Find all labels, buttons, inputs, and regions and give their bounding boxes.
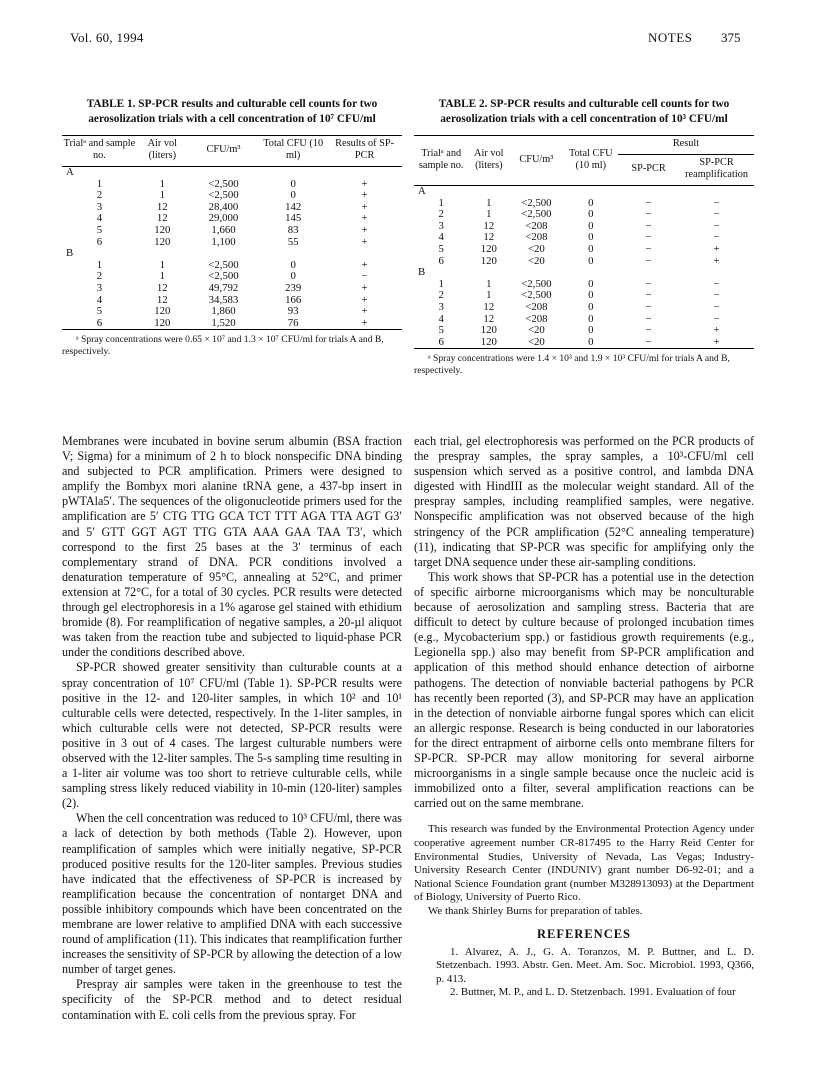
table-row (62, 237, 402, 249)
table-row (414, 256, 754, 268)
table-cell: + (361, 177, 368, 190)
table-cell: 12 (156, 212, 168, 225)
table2-col-reamp: SP-PCR reamplification (685, 157, 749, 180)
table-cell: 120 (154, 316, 171, 329)
table-row (62, 306, 402, 318)
table-cell: 76 (287, 316, 299, 329)
table-cell: <20 (527, 335, 545, 348)
table-cell: 5 (96, 223, 103, 236)
table-row (414, 232, 754, 244)
table-cell: − (645, 196, 652, 209)
table-cell: 4 (438, 231, 444, 244)
table1-col-trial: Trialᵃ and sample no. (63, 138, 136, 161)
table-cell: 145 (285, 212, 302, 225)
table-cell: 0 (290, 189, 296, 202)
table-cell: 4 (438, 312, 444, 325)
table-cell: 93 (287, 305, 299, 318)
table-cell: 2 (438, 289, 444, 302)
table-cell: − (645, 289, 652, 302)
table-row (414, 314, 754, 326)
table-cell: − (713, 300, 720, 313)
table-cell: <2,500 (521, 289, 552, 302)
table-cell: 12 (156, 293, 168, 306)
reference-item: 1. Alvarez, A. J., G. A. Toranzos, M. P. Buttner, and L. D. Stetzenbach. 1993. Abstr. Gen. Meet. Am. Soc. Microbiol. 1993, Q366, p. 413. (436, 945, 754, 985)
table1 (62, 135, 402, 329)
table-cell: 1 (486, 208, 492, 221)
table2-footnote: ᵃ Spray concentrations were 1.4 × 10³ and 1.9 × 10³ CFU/ml for trials A and B, respectively. (414, 353, 730, 377)
table-cell: 12 (483, 219, 495, 232)
table-cell: + (713, 254, 720, 267)
table-cell: 6 (438, 254, 444, 267)
table2-group-label: A (418, 185, 426, 197)
table-cell: 1 (486, 277, 492, 290)
table-cell: 12 (156, 200, 168, 213)
table-cell: 0 (588, 254, 594, 267)
table-cell: 83 (287, 223, 299, 236)
table-cell: <208 (525, 219, 548, 232)
table-row (62, 225, 402, 237)
acknowledgment-text: We thank Shirley Burns for preparation of tables. (428, 904, 643, 917)
table-cell: − (713, 219, 720, 232)
table2-group-label: B (418, 266, 426, 279)
table-cell: 28,400 (208, 200, 239, 213)
table2 (414, 135, 754, 348)
table-cell: 34,583 (208, 293, 239, 306)
table1-col-result: Results of SP-PCR (335, 138, 395, 161)
table-cell: 1 (159, 189, 165, 202)
table-cell: 2 (96, 189, 103, 202)
table-cell: − (645, 208, 652, 221)
paragraph: This work shows that SP-PCR has a potential use in the detection of specific airborne microorganisms which may be nonculturable because of aerosolization and sampling stress. Bacteria that are difficult to detect by culture because of prolonged incubation times (e.g., Mycobacterium spp.) or fastidious growth requirements (e.g., Legionella spp.) also may benefit from SP-PCR amplification and application of this method should enhance detection of airborne pathogens. The detection of nonviable bacterial pathogens by PCR has recently been reported (3), and SP-PCR may have an application in the detection of nonviable airborne fungal spores which can elicit an allergic response. Research is being conducted in our laboratories for the direct entrapment of airborne cells onto membrane filters for SP-PCR. SP-PCR may allow monitoring for several airborne microorganisms in a single sample because once the nucleic acid is immobilized onto a filter, several amplification reactions can be carried out on the same membrane. (414, 569, 754, 811)
table-cell: 1 (486, 196, 492, 209)
table-cell: − (645, 219, 652, 232)
table-cell: 120 (480, 335, 497, 348)
table-cell: 0 (588, 242, 594, 255)
table1-caption (62, 97, 402, 127)
table-cell: + (361, 316, 368, 329)
table-cell: 1 (159, 177, 165, 190)
table-cell: 5 (438, 324, 444, 337)
table2-col-total: Total CFU (10 ml) (564, 136, 618, 186)
table-cell: <2,500 (208, 258, 239, 271)
table-cell: + (361, 212, 368, 225)
paragraph: Membranes were incubated in bovine serum albumin (BSA fraction V; Sigma) for a minimum of 2 h to block nonspecific DNA binding and subjected to PCR amplification. Primers were designed to amplify the Bombyx mori alanine tRNA gene, a 437-bp insert in pWTAla5′. The sequences of the oligonucleotide primers used for the amplification are 5′ CTG TTG GCA TCT TTT AGA TTA AGT G3′ and 5′ GTT GGT AGT TTG GTA AAA GAA TAA T3′, which correspond to the first 25 bases at the 3′ terminus of each complementary strand of DNA. PCR conditions involved a denaturation temperature of 95°C, annealing at 52°C, and primer extension at 72°C, for a total of 30 cycles. PCR results were detected through gel electrophoresis in a 1% agarose gel stained with ethidium bromide (8). For reamplification of negative samples, a 20-µl aliquot was taken from the reaction tube and subjected to liquid-phase PCR under the conditions described above. (62, 434, 402, 660)
table-cell: − (713, 231, 720, 244)
table-cell: 49,792 (208, 281, 239, 294)
table-cell: − (645, 242, 652, 255)
table-cell: + (361, 189, 368, 202)
acknowledgment-text: This research was funded by the Environmental Protection Agency under cooperative agreement number CR-817495 to the Harry Reid Center for Environmental Studies, University of Nevada, Las Vegas; Industry-University Research Center (INDUNIV) grant number D6-92-01; and a National Science Foundation grant (number M328913093) at the Department of Biology, University of Puerto Rico. (414, 823, 754, 904)
table-cell: 6 (96, 235, 103, 248)
right-text (414, 434, 754, 1000)
table-cell: 1,660 (211, 223, 236, 236)
table-cell: 5 (96, 305, 103, 318)
table-cell: 2 (96, 270, 103, 283)
table-cell: 1 (438, 277, 444, 290)
table-cell: 0 (588, 196, 594, 209)
table-cell: − (645, 254, 652, 267)
table-cell: + (713, 242, 720, 255)
table-cell: 120 (480, 242, 497, 255)
table-cell: + (361, 235, 368, 248)
table-cell: 1,520 (211, 316, 236, 329)
table-cell: <20 (527, 242, 545, 255)
table-row (414, 209, 754, 221)
reference-item: 2. Buttner, M. P., and L. D. Stetzenbach. 1991. Evaluation of four (450, 986, 736, 999)
table2-col-sp: SP-PCR (631, 163, 666, 174)
table-row (414, 290, 754, 302)
table-cell: 120 (154, 223, 171, 236)
table-cell: 1 (96, 177, 103, 190)
table1-col-total: Total CFU (10 ml) (263, 138, 324, 161)
table2-col-air: Air vol (liters) (468, 136, 509, 186)
table-cell: − (361, 270, 368, 283)
table1-label: TABLE 1. (86, 98, 136, 110)
table-cell: − (713, 277, 720, 290)
table-row (414, 279, 754, 291)
table-cell: + (361, 281, 368, 294)
table-cell: 0 (588, 324, 594, 337)
table-cell: <2,500 (208, 177, 239, 190)
table-row (414, 337, 754, 349)
table-cell: 0 (588, 208, 594, 221)
table-cell: 239 (285, 281, 302, 294)
table-cell: 5 (438, 242, 444, 255)
table-cell: − (645, 324, 652, 337)
table-cell: 3 (96, 281, 103, 294)
table-cell: 12 (483, 231, 495, 244)
table-cell: <208 (525, 300, 548, 313)
table2-col-result: Result (618, 136, 754, 155)
table-cell: 120 (480, 324, 497, 337)
table2-title: SP-PCR results and culturable cell counts for two aerosolization trials with a cell concentration of 10³ CFU/ml (440, 98, 730, 125)
table-cell: <20 (527, 324, 545, 337)
table-cell: 55 (287, 235, 299, 248)
left-column (62, 97, 402, 358)
table-cell: 0 (588, 277, 594, 290)
table-cell: 1 (159, 258, 165, 271)
table1-footnote: ᵃ Spray concentrations were 0.65 × 10⁷ and 1.3 × 10⁷ CFU/ml for trials A and B, respectively. (62, 334, 384, 358)
table-cell: <2,500 (521, 277, 552, 290)
table-cell: + (361, 293, 368, 306)
table-row (414, 302, 754, 314)
table-cell: 6 (96, 316, 103, 329)
table-cell: 0 (290, 258, 296, 271)
table-cell: 0 (588, 231, 594, 244)
table-cell: − (713, 312, 720, 325)
table-cell: 0 (588, 335, 594, 348)
table-row (62, 283, 402, 295)
table-cell: <2,500 (208, 270, 239, 283)
table-cell: <2,500 (521, 196, 552, 209)
paragraph: When the cell concentration was reduced to 10³ CFU/ml, there was a lack of detection by both methods (Table 2). However, upon reamplification of samples which were initially negative, SP-PCR produced positive results for the 120-liter samples. Previous studies have indicated that the effectiveness of SP-PCR is increased by reamplification because the concentration of nontarget DNA and possible inhibitory compounds which have been concentrated on the membrane are lower relative to amplified DNA with each successive round of amplification (11). This indicates that reamplification further increases the sensitivity of SP-PCR by allowing the detection of a low number of target genes. (62, 811, 402, 977)
table-row (414, 244, 754, 256)
table-cell: 1 (96, 258, 103, 271)
table-cell: <2,500 (521, 208, 552, 221)
table-cell: 0 (588, 300, 594, 313)
table-cell: 1,860 (211, 305, 236, 318)
table-cell: <2,500 (208, 189, 239, 202)
acknowledgments (414, 823, 754, 918)
journal-volume: Vol. 60, 1994 (70, 30, 144, 45)
table-cell: 166 (285, 293, 302, 306)
section-title: NOTES (648, 30, 693, 45)
table2-col-trial: Trialᵃ and sample no. (414, 136, 468, 186)
table1-group-label: A (66, 166, 74, 178)
table-cell: − (713, 208, 720, 221)
table-cell: 29,000 (208, 212, 239, 225)
table-cell: 0 (290, 177, 296, 190)
table-cell: − (645, 231, 652, 244)
table-row (414, 221, 754, 233)
table-cell: − (713, 196, 720, 209)
table-cell: 12 (156, 281, 168, 294)
table1-col-cfu: CFU/m³ (206, 144, 241, 155)
table-cell: 120 (480, 254, 497, 267)
table-cell: 12 (483, 312, 495, 325)
table-cell: 1 (486, 289, 492, 302)
table1-group-label: B (66, 247, 74, 260)
table-row (62, 318, 402, 330)
table-cell: <208 (525, 312, 548, 325)
table-cell: 120 (154, 305, 171, 318)
table1-body (62, 167, 402, 330)
table-cell: 142 (285, 200, 302, 213)
table-cell: − (713, 289, 720, 302)
table-cell: + (361, 305, 368, 318)
table-cell: 1,100 (211, 235, 236, 248)
paragraph: each trial, gel electrophoresis was performed on the PCR products of the prespray samples, the spray samples, a 10³-CFU/ml cell suspension which served as a positive control, and lambda DNA digested with HindIII as the molecular weight standard. All of the prespray samples, including reamplified samples, were negative. Nonspecific amplification was not observed because of the high stringency of the PCR amplification (52°C annealing temperature) (11), indicating that SP-PCR was specific for amplifying only the target DNA sequence under these air-sampling conditions. (414, 434, 754, 569)
table-cell: 2 (438, 208, 444, 221)
table-cell: − (645, 300, 652, 313)
table-cell: 1 (438, 196, 444, 209)
table2-label: TABLE 2. (438, 98, 488, 110)
table-cell: 3 (438, 300, 444, 313)
table1-title: SP-PCR results and culturable cell counts for two aerosolization trials with a cell concentration of 10⁷ CFU/ml (88, 98, 378, 125)
table-cell: <208 (525, 231, 548, 244)
table-row (414, 198, 754, 210)
table-cell: + (361, 200, 368, 213)
table-cell: 6 (438, 335, 444, 348)
references-title: REFERENCES (536, 926, 632, 941)
table2-body (414, 186, 754, 349)
table2-caption (414, 97, 754, 127)
table-cell: + (713, 335, 720, 348)
table-cell: 3 (96, 200, 103, 213)
table-cell: 4 (96, 293, 103, 306)
right-column (414, 97, 754, 377)
table1-col-air: Air vol (liters) (147, 138, 178, 161)
page-number: 375 (721, 30, 741, 45)
table-cell: 0 (588, 312, 594, 325)
table-cell: − (645, 277, 652, 290)
table-cell: 12 (483, 300, 495, 313)
paragraph: Prespray air samples were taken in the greenhouse to test the specificity of the SP-PCR method and to detect residual contamination with E. coli cells from the previous spray. For (62, 977, 402, 1022)
table-cell: + (361, 223, 368, 236)
left-text (62, 434, 402, 1023)
table-cell: 120 (154, 235, 171, 248)
table-cell: 0 (588, 219, 594, 232)
table-cell: − (645, 335, 652, 348)
table-cell: <20 (527, 254, 545, 267)
table-cell: + (713, 324, 720, 337)
table-cell: − (645, 312, 652, 325)
table-cell: 0 (290, 270, 296, 283)
table-cell: 1 (159, 270, 165, 283)
table2-col-cfu: CFU/m³ (509, 136, 563, 186)
table-cell: + (361, 258, 368, 271)
table-cell: 3 (438, 219, 444, 232)
table-cell: 0 (588, 289, 594, 302)
paragraph: SP-PCR showed greater sensitivity than culturable counts at a spray concentration of 10⁷ CFU/ml (Table 1). SP-PCR results were positive in the 12- and 120-liter samples, in which 10² and 10¹ culturable cells were detected, respectively. In the 1-liter samples, in which culturable cells were not detected, SP-PCR results were positive in 3 out of 4 cases. The largest culturable numbers were observed with the 12-liter samples. The 5-s sampling time resulting in a 1-liter air volume was too short to retrieve culturable cells, while sampling stress likely reduced viability in 10-min (120-liter) samples (2). (62, 660, 402, 811)
table-row (414, 325, 754, 337)
table-cell: 4 (96, 212, 103, 225)
